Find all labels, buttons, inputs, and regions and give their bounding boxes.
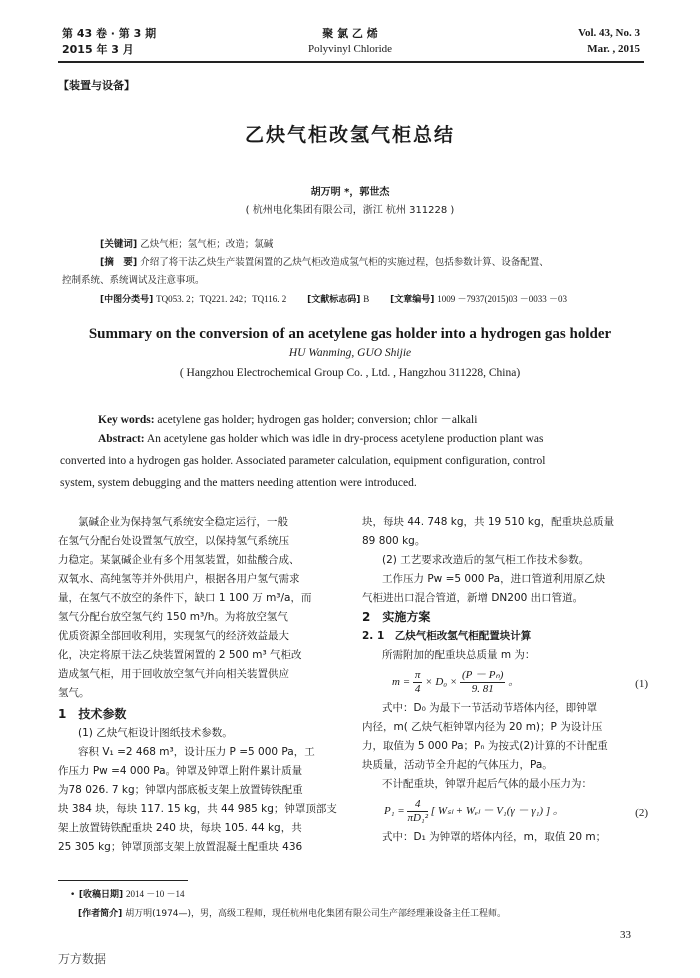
received-label: [收稿日期] [78,890,124,900]
text-line: 氢气分配台放空氢气约 150 m³/h。为将放空氢气 [58,611,288,623]
text-line: 架上放置铸铁配重块 240 块，每块 105. 44 kg，共 [58,822,302,834]
equation-1 [362,665,648,699]
keywords-en [98,411,477,427]
text-line: 作压力 Pw =4 000 Pa。钟罩及钟罩上附件累计质量 [58,765,303,777]
eq1-frac1-den: 4 [414,683,421,695]
text-line: 氢气。 [58,687,90,699]
eq2-rhs: [ Wₛₗ + Wₑₗ － V₁(γ － γ₁) ] 。 [430,805,564,818]
abstract-cn-line1 [100,254,660,272]
equation-2 [362,794,648,828]
authors-cn: 胡万明 *，郭世杰 [310,187,390,198]
keywords-cn-label: [关键词] [100,239,138,250]
header-rule [58,61,644,63]
keywords-cn-text: 乙炔气柜；氢气柜；改造；氯碱 [140,239,274,250]
eq2-frac-den: πD₁² [407,812,429,824]
clc-label: [中图分类号] [100,295,154,305]
sub2-heading: (2) 工艺要求改造后的氢气柜工作技术参数。 [382,554,590,566]
eq2-frac-num: 4 [407,798,428,812]
right-column [362,513,648,847]
abstract-en-line2: converted into a hydrogen gas holder. Associated parameter calculation, equipment configuration, control [60,455,546,467]
eq1-number: (1) [635,678,648,690]
sub1-paragraph [58,743,348,857]
text-line: 优质资源全部回收利用，实现氢气的经济效益最大 [58,630,289,642]
text-line: 造成氢气柜，用于回收放空氢气并向相关装置供应 [58,668,289,680]
watermark-text: 万方数据 [58,952,107,966]
author-bio [78,906,506,919]
text-line: 在氢气分配台处设置氢气放空，以保持氢气系统压 [58,535,289,547]
footnote-rule [58,880,188,881]
eq1-frac2-den: 9. 81 [471,683,494,695]
text-line: 块质量，活动节全升起的气体压力，Pa。 [362,759,553,771]
text-line: 25 305 kg；钟罩顶部支架上放置混凝土配重块 436 [58,841,303,853]
eq1-mid: × D₀ × [425,676,458,689]
abstract-cn-text1: 介绍了将干法乙炔生产装置闲置的乙炔气柜改造成氢气柜的实施过程，包括参数计算、设备配置、 [140,257,549,268]
text-line: 容积 V₁ =2 468 m³，设计压力 P =5 000 Pa，工 [78,746,315,758]
text-line: 氯碱企业为保持氢气系统安全稳定运行，一般 [78,516,288,528]
doc-code-label: [文献标志码] [307,295,361,305]
authors-en: HU Wanming, GUO Shijie [288,347,412,359]
text-line: 式中：D₀ 为最下一节活动节塔体内径，即钟罩 [382,702,598,714]
clc-value: TQ053. 2；TQ221. 242；TQ116. 2 [156,294,287,304]
article-no-value: 1009 －7937(2015)03 －0033 －03 [437,294,568,304]
text-line: 力，取值为 5 000 Pa；Pₙ 为按式(2)计算的不计配重 [362,740,608,752]
text-line: 量，在氢气不放空的条件下，缺口 1 100 万 m³/a，而 [58,592,312,604]
text-line: 块，每块 44. 748 kg，共 19 510 kg，配重块总质量 [362,516,615,528]
journal-date: 2015 年 3 月 [62,43,134,56]
text-line: 力稳定。某氯碱企业有多个用氢装置，如盐酸合成、 [58,554,300,566]
journal-name-cn: 聚 氯 乙 烯 [322,27,378,40]
abstract-en-label: Abstract: [98,433,145,445]
eq2-lhs: P₁ = [384,805,405,818]
eq1-lhs: m = [392,676,411,689]
text-line: 为78 026. 7 kg；钟罩内部底板支架上放置铸铁配重 [58,784,303,796]
sub1-heading: (1) 乙炔气柜设计图纸技术参数。 [78,727,233,739]
text-line: 气柜进出口混合管道，新增 DN200 出口管道。 [362,592,584,604]
author-bio-label: [作者简介] [78,909,123,919]
text-line: 化，决定将原干法乙炔装置闲置的 2 500 m³ 气柜改 [58,649,302,661]
abstract-en-line3: system, system debugging and the matters needing attention were introduced. [60,477,417,489]
text-line: 工作压力 Pw =5 000 Pa，进口管道利用原乙炔 [382,573,606,585]
journal-name-en: Polyvinyl Chloride [307,43,393,55]
abstract-cn-label: [摘 要] [100,257,138,268]
text-line: 块 384 块，每块 117. 15 kg，共 44 985 kg；钟罩顶部支 [58,803,337,815]
classification-line [100,290,567,309]
text-line: 89 800 kg。 [362,535,426,547]
continued-paragraph [362,513,648,551]
eq2-intro: 不计配重块，钟罩升起后气体的最小压力为： [382,778,592,790]
section21-heading: 2. 1 乙炔气柜改氢气柜配置块计算 [362,630,532,642]
keywords-en-text: acetylene gas holder; hydrogen gas holder; conversion; chlor －alkali [157,414,478,426]
doc-code-value: B [363,294,370,304]
affiliation-cn: ( 杭州电化集团有限公司，浙江 杭州 311228 ) [245,205,455,216]
eq2-explanation: 式中：D₁ 为钟罩的塔体内径，m，取值 20 m； [382,831,607,843]
abstract-en-line1 [98,433,544,445]
eq1-frac1-num: π [414,669,421,681]
journal-volume: 第 43 卷 · 第 3 期 [62,27,157,40]
text-line: 双氧水、高纯氢等并外供用户，根据各用户氢气需求 [58,573,300,585]
intro-paragraph [58,513,348,703]
abstract-en-text1: An acetylene gas holder which was idle in dry-process acetylene production plant was [146,433,544,445]
section1-heading: 1 技术参数 [58,707,127,721]
eq1-end: 。 [508,676,520,689]
affiliation-en: ( Hangzhou Electrochemical Group Co. , Ltd. , Hangzhou 311228, China) [179,367,521,379]
article-no-label: [文章编号] [390,295,435,305]
journal-vol-en: Vol. 43, No. 3 [578,27,640,39]
abstract-cn-line2: 控制系统、系统调试及注意事项。 [62,275,205,286]
article-title-cn: 乙炔气柜改氢气柜总结 [244,124,455,146]
author-bio-value: 胡万明(1974—)，男，高级工程师，现任杭州电化集团有限公司生产部经理兼设备主任工程师。 [125,909,507,919]
article-title-en: Summary on the conversion of an acetylene gas holder into a hydrogen gas holder [88,326,612,342]
keywords-cn [100,236,650,254]
eq1-frac2-num: (P － Pₙ) [462,669,504,681]
section21-intro: 所需附加的配重块总质量 m 为： [382,649,536,661]
section-tag: 【装置与设备】 [58,79,135,92]
received-value: 2014 －10 －14 [125,889,185,899]
page-number: 33 [620,929,631,941]
journal-date-en: Mar. , 2015 [587,43,640,55]
eq1-explanation [362,699,648,775]
text-line: 内径，m( 乙炔气柜钟罩内径为 20 m)；P 为设计压 [362,721,603,733]
keywords-en-label: Key words: [98,414,155,426]
left-column [58,513,348,857]
received-date: • [收稿日期] 2014 －10 －14 [70,889,185,900]
sub2-paragraph [362,570,648,608]
eq2-number: (2) [635,807,648,819]
section2-heading: 2 实施方案 [362,610,431,624]
